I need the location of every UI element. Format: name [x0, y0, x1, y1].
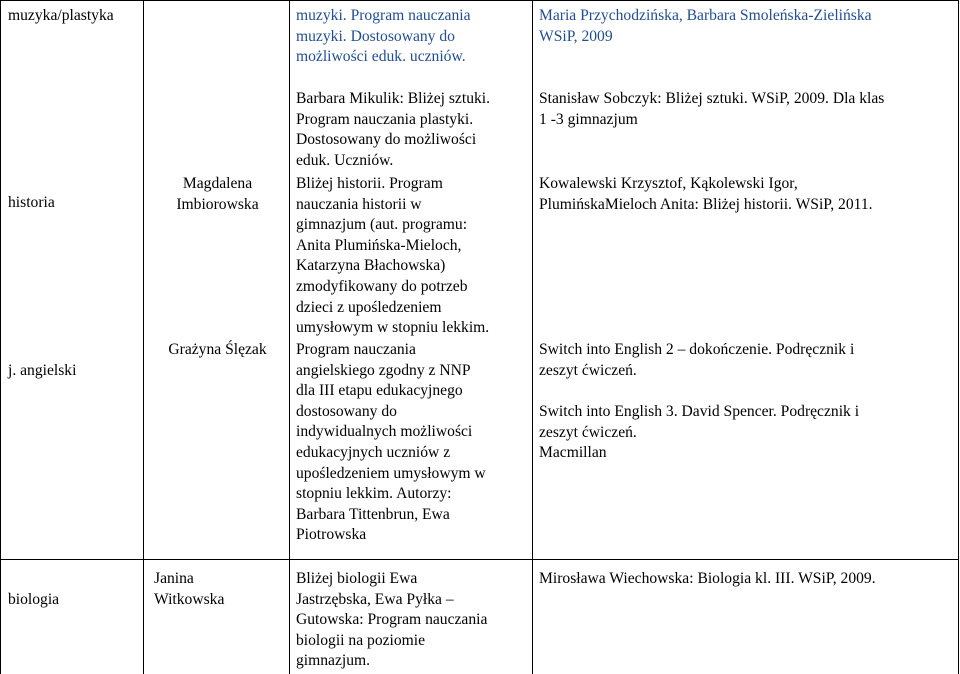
textbook-muzyka: Maria Przychodzińska, Barbara Smoleńska-Zielińska WSiP, 2009	[539, 7, 872, 45]
subject-j-angielski: j. angielski	[8, 362, 77, 379]
teacher-historia: Magdalena Imbiorowska	[176, 175, 259, 213]
textbook-j-angielski-2: Switch into English 3. David Spencer. Podręcznik i zeszyt ćwiczeń. Macmillan	[539, 403, 860, 462]
textbook-historia: Kowalewski Krzysztof, Kąkolewski Igor, PlumińskaMieloch Anita: Bliżej historii. WSiP, 2011.	[539, 175, 873, 213]
row-divider-biologia	[0, 559, 959, 560]
table-border-top	[0, 0, 959, 1]
table-border-left	[0, 0, 1, 674]
subject-historia: historia	[8, 194, 55, 211]
teacher-biologia: Janina Witkowska	[154, 570, 225, 608]
textbook-j-angielski-1: Switch into English 2 – dokończenie. Podręcznik i zeszyt ćwiczeń.	[539, 341, 855, 379]
program-biologia: Bliżej biologii Ewa Jastrzębska, Ewa Pyłka – Gutowska: Program nauczania biologii na poziomie gimnazjum.	[296, 570, 488, 670]
program-muzyka: muzyki. Program nauczania muzyki. Dostosowany do możliwości eduk. uczniów.	[296, 7, 471, 66]
textbook-plastyka: Stanisław Sobczyk: Bliżej sztuki. WSiP, 2009. Dla klas 1 -3 gimnazjum	[539, 90, 885, 128]
teacher-j-angielski: Grażyna Ślęzak	[168, 341, 267, 358]
subject-muzyka-plastyka: muzyka/plastyka	[8, 7, 114, 24]
program-historia: Bliżej historii. Program nauczania historii w gimnazjum (aut. programu: Anita Plumińska-Mieloch, Katarzyna Błachowska) zmodyfikowany do potrzeb dzieci z upośledzeniem umysłowym w stopniu lekkim.	[296, 175, 490, 337]
subject-biologia: biologia	[8, 591, 60, 608]
program-j-angielski: Program nauczania angielskiego zgodny z NNP dla III etapu edukacyjnego dostosowany do indywidualnych możliwości edukacyjnych uczniów z upośledzeniem umysłowym w stopniu lekkim. Autorzy: Barbara Tittenbrun, Ewa Piotrowska	[296, 341, 486, 544]
textbook-biologia: Mirosława Wiechowska: Biologia kl. III. WSiP, 2009.	[539, 570, 876, 587]
table-border-right	[958, 0, 959, 674]
program-plastyka: Barbara Mikulik: Bliżej sztuki. Program nauczania plastyki. Dostosowany do możliwości eduk. Uczniów.	[296, 90, 491, 169]
